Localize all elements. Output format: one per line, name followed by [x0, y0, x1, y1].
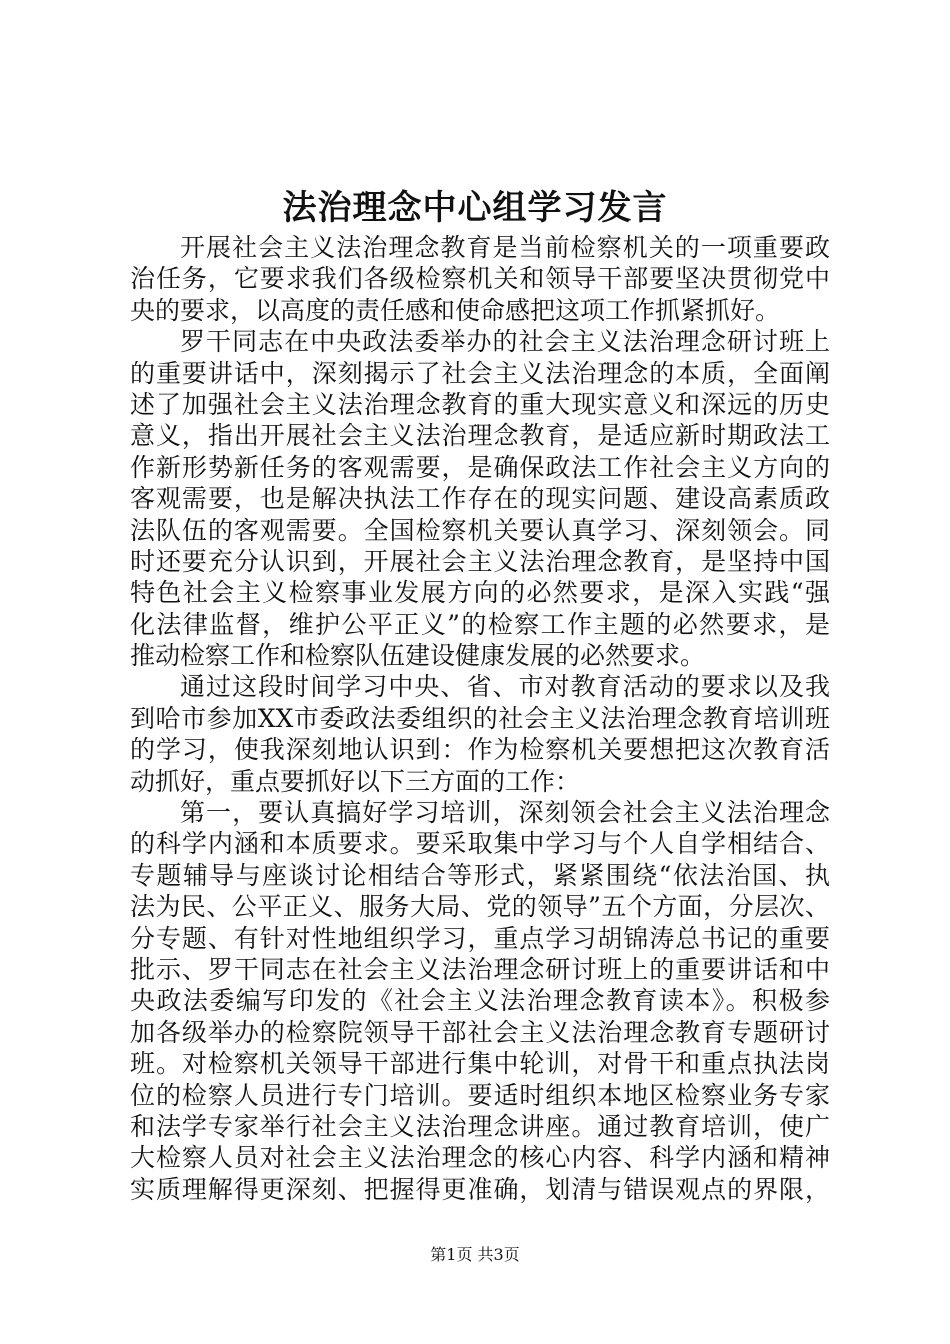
text-line: 动抓好，重点要抓好以下三方面的工作：: [130, 766, 581, 796]
paragraph: [130, 797, 830, 1205]
text-line: 到哈市参加XX市委政法委组织的社会主义法治理念教育培训班: [130, 703, 830, 733]
text-line: 和法学专家举行社会主义法治理念讲座。通过教育培训，使广: [130, 1111, 830, 1141]
document-body: [130, 232, 830, 1205]
paragraph: [130, 232, 830, 326]
text-line: 加各级举办的检察院领导干部社会主义法治理念教育专题研讨: [130, 1017, 830, 1047]
text-line: 央的要求，以高度的责任感和使命感把这项工作抓紧抓好。: [130, 295, 781, 325]
text-line: 时还要充分认识到，开展社会主义法治理念教育，是坚持中国: [130, 546, 830, 576]
text-line: 特色社会主义检察事业发展方向的必然要求，是深入实践“强: [130, 578, 830, 608]
text-line: 述了加强社会主义法治理念教育的重大现实意义和深远的历史: [130, 389, 830, 419]
text-line: 作新形势新任务的客观需要，是确保政法工作社会主义方向的: [130, 452, 830, 482]
text-line: 罗干同志在中央政法委举办的社会主义法治理念研讨班上: [180, 327, 830, 357]
text-line: 开展社会主义法治理念教育是当前检察机关的一项重要政: [180, 233, 830, 262]
text-line: 通过这段时间学习中央、省、市对教育活动的要求以及我: [180, 672, 830, 702]
text-line: 专题辅导与座谈讨论相结合等形式，紧紧围绕“依法治国、执: [130, 860, 830, 890]
text-line: 推动检察工作和检察队伍建设健康发展的必然要求。: [130, 641, 706, 671]
text-line: 批示、罗干同志在社会主义法治理念研讨班上的重要讲话和中: [130, 954, 830, 984]
text-line: 化法律监督，维护公平正义”的检察工作主题的必然要求，是: [130, 609, 830, 639]
text-line: 治任务，它要求我们各级检察机关和领导干部要坚决贯彻党中: [130, 264, 830, 294]
text-line: 法为民、公平正义、服务大局、党的领导”五个方面，分层次、: [130, 892, 830, 922]
text-line: 第一，要认真搞好学习培训，深刻领会社会主义法治理念: [180, 798, 830, 828]
text-line: 大检察人员对社会主义法治理念的核心内容、科学内涵和精神: [130, 1143, 830, 1173]
text-line: 位的检察人员进行专门培训。要适时组织本地区检察业务专家: [130, 1080, 830, 1110]
page-footer: 第1页 共3页: [430, 1245, 520, 1264]
paragraph: [130, 671, 830, 797]
paragraph: [130, 326, 830, 671]
document-title: 法治理念中心组学习发言: [282, 188, 668, 228]
text-line: 的重要讲话中，深刻揭示了社会主义法治理念的本质，全面阐: [130, 358, 830, 388]
text-line: 的学习，使我深刻地认识到：作为检察机关要想把这次教育活: [130, 735, 830, 765]
text-line: 实质理解得更深刻、把握得更准确，划清与错误观点的界限，: [130, 1174, 830, 1204]
text-line: 分专题、有针对性地组织学习，重点学习胡锦涛总书记的重要: [130, 923, 830, 953]
text-line: 法队伍的客观需要。全国检察机关要认真学习、深刻领会。同: [130, 515, 830, 545]
text-line: 央政法委编写印发的《社会主义法治理念教育读本》。积极参: [130, 986, 830, 1016]
text-line: 的科学内涵和本质要求。要采取集中学习与个人自学相结合、: [130, 829, 830, 859]
text-line: 客观需要，也是解决执法工作存在的现实问题、建设高素质政: [130, 484, 830, 514]
text-line: 班。对检察机关领导干部进行集中轮训，对骨干和重点执法岗: [130, 1049, 830, 1079]
text-line: 意义，指出开展社会主义法治理念教育，是适应新时期政法工: [130, 421, 830, 451]
